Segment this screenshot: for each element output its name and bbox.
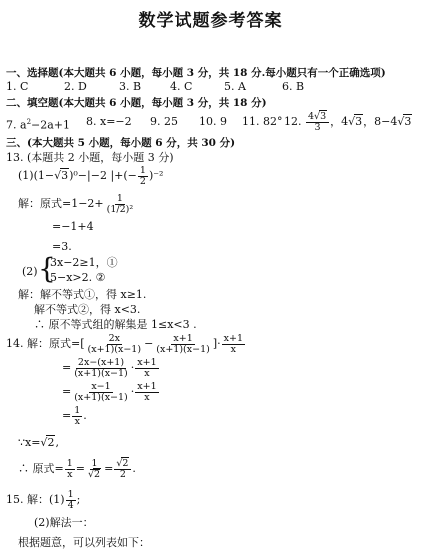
q14-r-eq: = <box>75 462 85 475</box>
q14-s3-n: x−1 <box>91 380 111 392</box>
q13-1-a: (1)(1− <box>18 169 55 182</box>
q14-a: 14. 解：原式=[ <box>6 337 85 350</box>
q14-step2 <box>62 356 160 380</box>
q13-2-ineq1: 3x−2≥1，① <box>50 256 118 269</box>
answer-5: 5. A <box>224 80 246 93</box>
q15-fd: 4 <box>67 499 74 511</box>
q13-2-sol1: 解：解不等式①，得 x≥1. <box>18 288 147 301</box>
answer-12-fraction: $\frac{4√3}{3}$ <box>306 112 329 133</box>
answer-9: 9. 25 <box>150 115 178 128</box>
answer-12-num-rad: 3 <box>320 110 327 122</box>
q13-1-frac <box>138 166 148 187</box>
q14-s3-dot: · <box>130 385 135 398</box>
q14-s4-eq: = <box>62 409 72 422</box>
q14-r-f2n: 1 <box>91 457 98 469</box>
q14-r-frac2: $\frac{1}{√2}$ <box>87 457 101 480</box>
q14-r-a: ∴ 原式= <box>18 462 64 475</box>
q14-s4-d: x <box>74 415 80 427</box>
q13-1-step3: =3. <box>52 240 72 253</box>
answer-12-den: 3 <box>314 121 321 133</box>
q14-x-a: ∵x= <box>18 436 41 449</box>
q13-1-fn: 1 <box>139 164 146 176</box>
q14-f3d: x <box>230 343 236 355</box>
q15-end: ; <box>76 493 81 506</box>
q13-1-step2: =−1+4 <box>52 220 94 233</box>
q14-f3n: x+1 <box>223 332 244 344</box>
q13-1-b: )⁰−|−2 |+(− <box>69 169 137 182</box>
q14-s3-d: (x+1)(x−1) <box>74 391 128 403</box>
q13-sol-frac <box>105 194 136 215</box>
q14-s2-dot: · <box>130 361 135 374</box>
q14-step3 <box>62 380 160 404</box>
q15-fn: 1 <box>67 488 74 500</box>
page-title: 数学试题参考答案 <box>138 11 283 31</box>
q13-sol-fn: 1 <box>116 192 123 204</box>
q14-s2-n: 2x−(x+1) <box>77 356 125 368</box>
answer-7 <box>6 115 70 133</box>
q14-s3-eq: = <box>62 385 72 398</box>
answer-7-exp: 2 <box>26 118 32 126</box>
q14-f1d: (x+1)(x−1) <box>87 343 142 355</box>
q14-f2n: x+1 <box>173 332 193 344</box>
q14-s4-end: . <box>83 409 87 422</box>
answer-12-b-rad: 3 <box>355 115 363 128</box>
q14-s2-frac <box>72 358 130 379</box>
q14-s3-frac2 <box>135 382 158 403</box>
q13-sol-a: 解：原式=1−2+ <box>18 197 104 210</box>
q14-b: ]· <box>212 337 221 350</box>
answer-6: 6. B <box>282 80 305 93</box>
q14-s3-fd: x <box>144 391 150 403</box>
section3-heading: 三、(本大题共 5 小题，每小题 6 分，共 30 分) <box>6 137 236 149</box>
q13-2-sol3: ∴ 原不等式组的解集是 1≤x<3 . <box>34 318 197 331</box>
q13-2-ineq2: 5−x>2. ② <box>50 271 106 284</box>
q14-r-end: . <box>132 462 136 475</box>
q13-2-sol2: 解不等式②，得 x<3. <box>34 303 141 316</box>
q14-r-frac1 <box>65 459 75 480</box>
q14-f1n: 2x <box>108 332 120 344</box>
answer-3: 3. B <box>119 80 142 93</box>
q13-1-fd: 2 <box>139 175 146 187</box>
answer-12-sep: ， <box>330 115 342 128</box>
q15-frac <box>66 490 76 511</box>
q14-r-f3n: 2 <box>122 457 129 469</box>
q14-f2d: (x+1)(x−1) <box>156 343 210 355</box>
answer-7-b: −2a+1 <box>31 118 71 132</box>
q13-heading: 13. (本题共 2 小题，每小题 3 分) <box>6 151 174 164</box>
q14-minus: − <box>144 337 154 350</box>
q14-f2 <box>154 334 212 355</box>
answer-8: 8. x=−2 <box>86 115 132 128</box>
q14-r-f1d: x <box>67 468 73 480</box>
q14-s2-fd: x <box>144 367 150 379</box>
q15-a: 15. 解：(1) <box>6 493 65 506</box>
answer-1: 1. C <box>6 80 29 93</box>
q14-line1 <box>6 332 246 356</box>
q15-part2: (2)解法一： <box>34 516 94 529</box>
answer-12: 12. $\frac{4√3}{3}$ ，4√3，8−4√3 <box>284 110 412 133</box>
q14-s3-frac <box>72 382 130 403</box>
q14-r-frac3: $\frac{√2}{2}$ <box>114 459 131 480</box>
q14-f1 <box>86 334 144 355</box>
q13-1-rad: 3 <box>61 169 69 182</box>
answer-10: 10. 9 <box>199 115 227 128</box>
q14-r-eq2: = <box>104 462 114 475</box>
answer-12-num-coef: 4 <box>308 110 315 122</box>
q14-s2-frac2 <box>135 358 158 379</box>
q14-result <box>18 456 136 482</box>
q14-s4-n: 1 <box>74 404 81 416</box>
q13-2-label: (2) <box>22 265 38 278</box>
section1-heading: 一、选择题(本大题共 6 小题，每小题 3 分，共 18 分.每小题只有一个正确选项) <box>6 67 386 79</box>
q14-r-f2d: 2 <box>94 468 101 480</box>
section2-heading: 二、填空题(本大题共 6 小题，每小题 3 分，共 18 分) <box>6 97 267 109</box>
q14-x-rad: 2 <box>47 436 55 449</box>
answer-12-label: 12. <box>284 115 302 128</box>
answer-2: 2. D <box>64 80 87 93</box>
q14-s2-d: (x+1)(x−1) <box>74 367 128 379</box>
q14-s3-fn: x+1 <box>137 380 157 392</box>
q14-x-end: , <box>55 436 59 449</box>
q14-s2-eq: = <box>62 361 72 374</box>
q15-line1 <box>6 488 80 512</box>
q13-1-problem: (1)(1−√3)⁰−|−2 |+(− $\frac{1}{2}$ )⁻² <box>18 164 164 187</box>
q13-sol-fd: (1/2)² <box>106 203 134 215</box>
q14-s2-fn: x+1 <box>137 356 157 368</box>
answer-12-c-pre: ，8−4 <box>363 115 398 128</box>
q14-x-value: ∵x=√2, <box>18 436 59 449</box>
q15-table-intro: 根据题意，可以列表如下： <box>18 536 150 549</box>
q14-step4 <box>62 404 87 428</box>
q14-r-f1n: 1 <box>66 457 73 469</box>
q14-s4-frac <box>72 406 82 427</box>
answer-11: 11. 82° <box>242 115 283 128</box>
answer-12-c-rad: 3 <box>404 115 412 128</box>
left-brace-icon: { <box>38 252 56 285</box>
q13-1-c: )⁻² <box>148 169 164 182</box>
q14-r-f3d: 2 <box>119 468 126 480</box>
answer-7-a: 7. a <box>6 118 27 132</box>
answer-4: 4. C <box>170 80 193 93</box>
answer-12-b-coef: 4 <box>341 115 349 128</box>
q13-1-solution <box>18 190 136 218</box>
q14-f3 <box>222 334 245 355</box>
